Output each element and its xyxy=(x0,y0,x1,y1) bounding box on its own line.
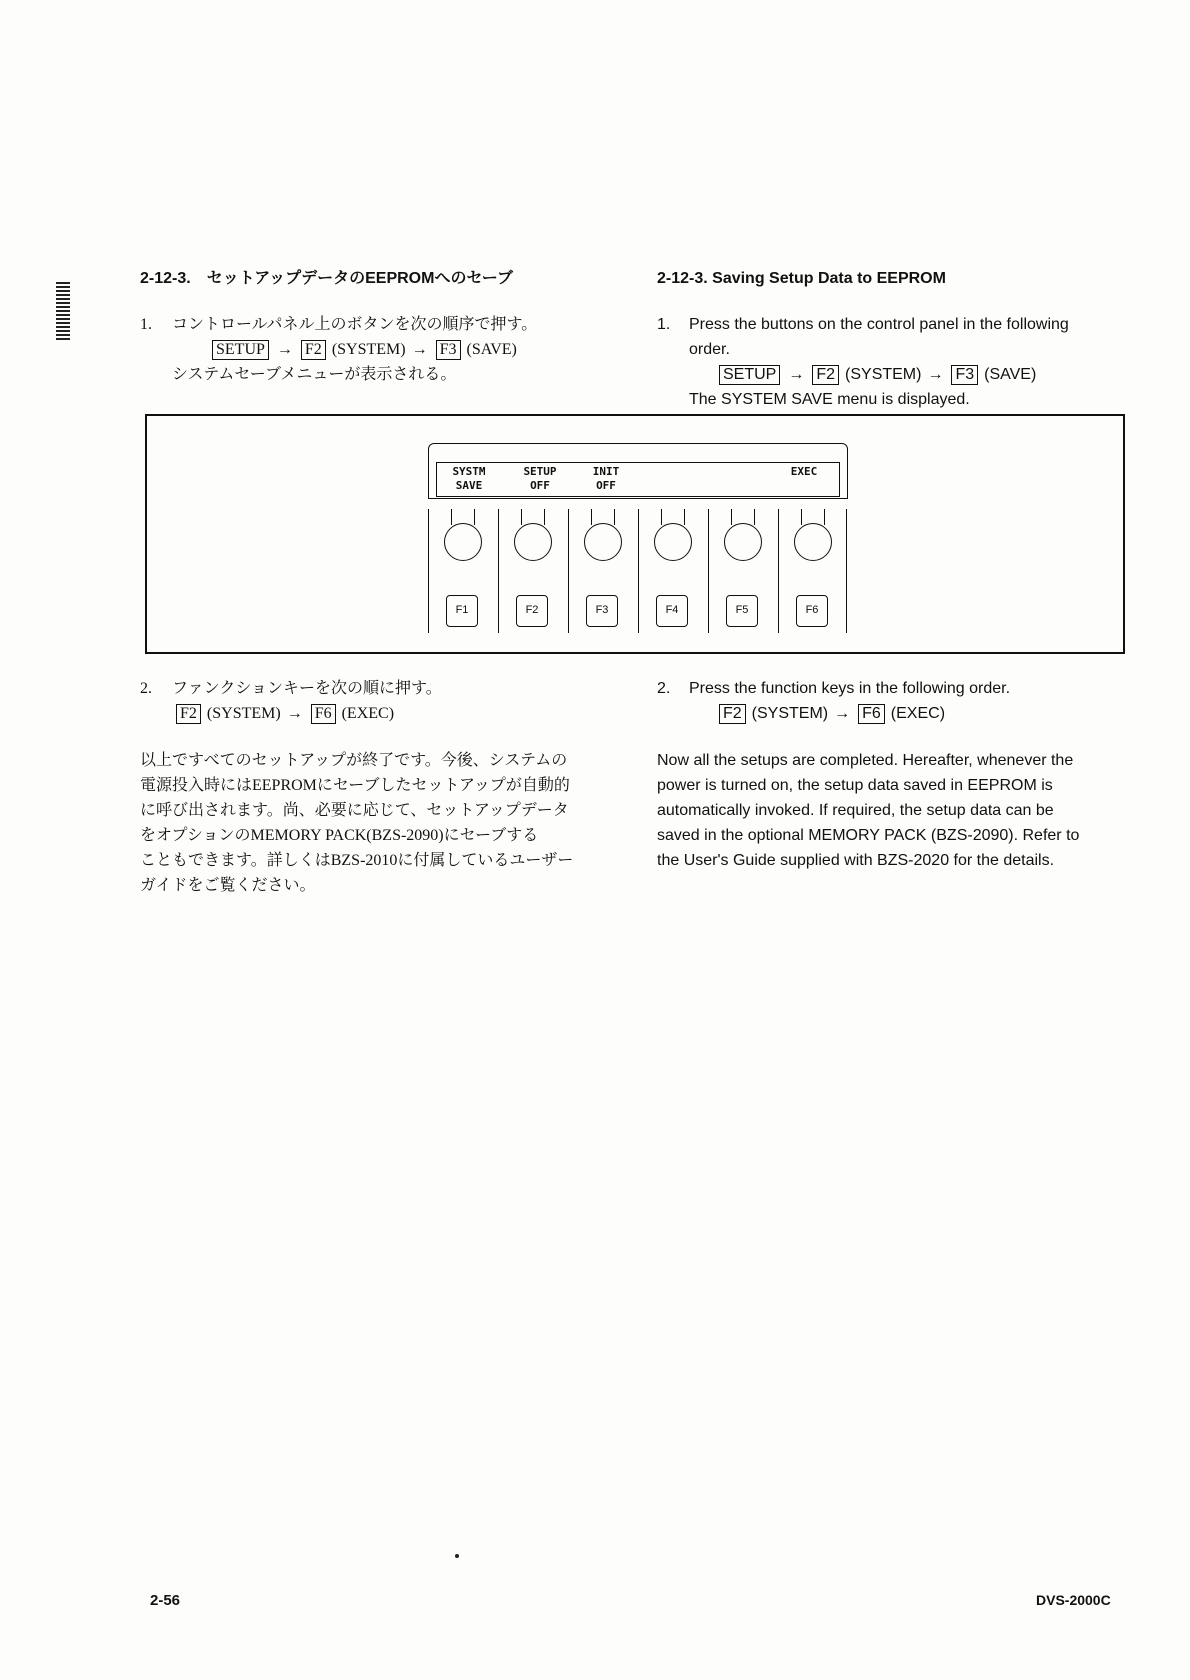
model-name: DVS-2000C xyxy=(1036,1592,1111,1608)
paragraph-line: saved in the optional MEMORY PACK (BZS-2090). Refer to xyxy=(657,827,1080,844)
summary-paragraph-english xyxy=(657,748,1127,873)
key-label: F3 xyxy=(436,340,461,360)
arrow-icon: → xyxy=(927,366,944,383)
rotary-knob-5 xyxy=(724,523,762,561)
function-key-f5: F5 xyxy=(726,595,758,627)
step1-japanese xyxy=(140,312,630,387)
step2-number-english: 2. xyxy=(657,680,671,697)
key-label: F3 xyxy=(951,365,978,385)
function-column-5 xyxy=(710,509,776,633)
key-function-text: (SYSTEM) xyxy=(751,705,829,722)
arrow-icon: → xyxy=(286,705,303,722)
function-key-f6: F6 xyxy=(796,595,828,627)
step1-result-japanese: システムセーブメニューが表示される。 xyxy=(172,366,457,383)
page-number: 2-56 xyxy=(150,1592,181,1609)
key-function-text: (SAVE) xyxy=(466,341,517,358)
paragraph-line: the User's Guide supplied with BZS-2020 for the details. xyxy=(657,852,1055,869)
key-function-text: (SYSTEM) xyxy=(331,341,406,358)
edge-index-marks xyxy=(56,282,70,340)
key-function-text: (EXEC) xyxy=(341,705,395,722)
function-column-2 xyxy=(500,509,566,633)
rotary-knob-3 xyxy=(584,523,622,561)
step2-sequence-japanese xyxy=(172,701,630,726)
display-cell-2: SETUP OFF xyxy=(523,465,557,492)
summary-paragraph-japanese xyxy=(140,748,630,898)
key-function-text: (EXEC) xyxy=(890,705,946,722)
paragraph-line: 電源投入時にはEEPROMにセーブしたセットアップが自動的 xyxy=(140,777,570,794)
paragraph-line: Now all the setups are completed. Hereafter, whenever the xyxy=(657,752,1074,769)
key-label: SETUP xyxy=(719,365,780,385)
key-label: F6 xyxy=(311,704,336,724)
step2-text-japanese: ファンクションキーを次の順に押す。 xyxy=(172,680,442,697)
function-column-3 xyxy=(570,509,636,633)
function-key-f4: F4 xyxy=(656,595,688,627)
rotary-knob-6 xyxy=(794,523,832,561)
function-column-6 xyxy=(780,509,846,633)
function-key-f2: F2 xyxy=(516,595,548,627)
function-column-4 xyxy=(640,509,706,633)
key-label: F2 xyxy=(301,340,326,360)
arrow-icon: → xyxy=(276,341,293,358)
key-function-text: (SYSTEM) xyxy=(845,366,922,383)
paragraph-line: ガイドをご覧ください。 xyxy=(140,877,316,894)
step1-result-english: The SYSTEM SAVE menu is displayed. xyxy=(689,391,970,408)
rotary-knob-1 xyxy=(444,523,482,561)
step2-japanese xyxy=(140,676,630,726)
step1-number-japanese: 1. xyxy=(140,316,152,333)
step1-english xyxy=(657,312,1127,412)
arrow-icon: → xyxy=(788,366,805,383)
arrow-icon: → xyxy=(411,341,428,358)
paragraph-line: こともできます。詳しくはBZS-2010に付属しているユーザー xyxy=(140,852,574,869)
step2-number-japanese: 2. xyxy=(140,680,152,697)
key-label: SETUP xyxy=(212,340,269,360)
step1-text-japanese: コントロールパネル上のボタンを次の順序で押す。 xyxy=(172,316,538,333)
paragraph-line: に呼び出されます。尚、必要に応じて、セットアップデータ xyxy=(140,802,569,819)
key-label: F2 xyxy=(719,704,746,724)
function-key-f1: F1 xyxy=(446,595,478,627)
menu-display xyxy=(428,443,848,499)
paragraph-line: をオプションのMEMORY PACK(BZS-2090)にセーブする xyxy=(140,827,539,844)
function-column-1 xyxy=(430,509,496,633)
knob-row xyxy=(428,509,848,633)
key-label: F2 xyxy=(812,365,839,385)
paragraph-line: automatically invoked. If required, the setup data can be xyxy=(657,802,1054,819)
function-key-f3: F3 xyxy=(586,595,618,627)
step1-number-english: 1. xyxy=(657,316,671,333)
key-label: F2 xyxy=(176,704,201,724)
heading-japanese: 2-12-3. セットアップデータのEEPROMへのセーブ xyxy=(140,270,513,287)
control-panel-figure xyxy=(428,443,848,633)
step1-text-english-line1: Press the buttons on the control panel in the following xyxy=(689,316,1069,333)
heading-english: 2-12-3. Saving Setup Data to EEPROM xyxy=(657,270,946,287)
paragraph-line: 以上ですべてのセットアップが終了です。今後、システムの xyxy=(140,752,568,769)
arrow-icon: → xyxy=(834,705,851,722)
rotary-knob-4 xyxy=(654,523,692,561)
key-function-text: (SAVE) xyxy=(984,366,1037,383)
step2-text-english: Press the function keys in the following order. xyxy=(689,680,1011,697)
menu-display-screen xyxy=(436,462,840,497)
step1-sequence-english xyxy=(689,362,1127,387)
step2-english xyxy=(657,676,1127,726)
scan-speck xyxy=(455,1554,459,1558)
paragraph-line: power is turned on, the setup data saved in EEPROM is xyxy=(657,777,1053,794)
step1-text-english-line2: order. xyxy=(689,341,730,358)
rotary-knob-2 xyxy=(514,523,552,561)
key-function-text: (SYSTEM) xyxy=(206,705,281,722)
step1-sequence-japanese xyxy=(172,337,630,362)
step2-sequence-english xyxy=(689,701,1127,726)
key-label: F6 xyxy=(858,704,885,724)
display-cell-3: INIT OFF xyxy=(592,465,620,492)
display-cell-1: SYSTM SAVE xyxy=(452,465,486,492)
display-cell-6: EXEC xyxy=(790,465,818,478)
